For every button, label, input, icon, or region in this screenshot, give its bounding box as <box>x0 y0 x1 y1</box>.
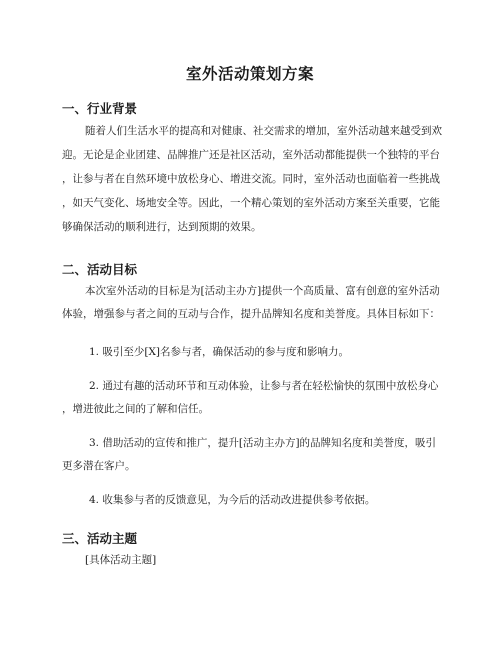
section-heading-industry-background: 一、行业背景 <box>62 101 138 116</box>
section-heading-activity-goals: 二、活动目标 <box>62 262 138 277</box>
section-heading-activity-theme: 三、活动主题 <box>62 531 138 546</box>
paragraph-line: [具体活动主题] <box>85 554 157 566</box>
paragraph-line: ，让参与者在自然环境中放松身心、增进交流。同时，室外活动也面临着一些挑战 <box>62 173 440 185</box>
paragraph-line: 迎。无论是企业团建、品牌推广还是社区活动，室外活动都能提供一个独特的平台 <box>62 149 440 161</box>
paragraph-line: 本次室外活动的目标是为[活动主办方]提供一个高质量、富有创意的室外活动 <box>85 285 440 297</box>
document-title: 室外活动策划方案 <box>185 65 314 83</box>
list-item-continuation: 更多潜在客户。 <box>62 460 136 472</box>
list-item: 3. 借助活动的宣传和推广，提升[活动主办方]的品牌知名度和美誉度，吸引 <box>89 437 437 449</box>
paragraph-line: 随着人们生活水平的提高和对健康、社交需求的增加，室外活动越来越受到欢 <box>85 125 442 137</box>
paragraph-line: ，如天气变化、场地安全等。因此，一个精心策划的室外活动方案至关重要，它能 <box>62 197 440 209</box>
list-item-continuation: ，增进彼此之间的了解和信任。 <box>62 403 209 415</box>
list-item: 4. 收集参与者的反馈意见，为今后的活动改进提供参考依据。 <box>89 494 376 506</box>
list-item: 1. 吸引至少[X]名参与者，确保活动的参与度和影响力。 <box>89 346 350 358</box>
list-item: 2. 通过有趣的活动环节和互动体验，让参与者在轻松愉快的氛围中放松身心 <box>89 380 439 392</box>
paragraph-line: 够确保活动的顺利进行，达到预期的效果。 <box>62 221 262 233</box>
paragraph-line: 体验，增强参与者之间的互动与合作，提升品牌知名度和美誉度。具体目标如下： <box>62 308 440 320</box>
